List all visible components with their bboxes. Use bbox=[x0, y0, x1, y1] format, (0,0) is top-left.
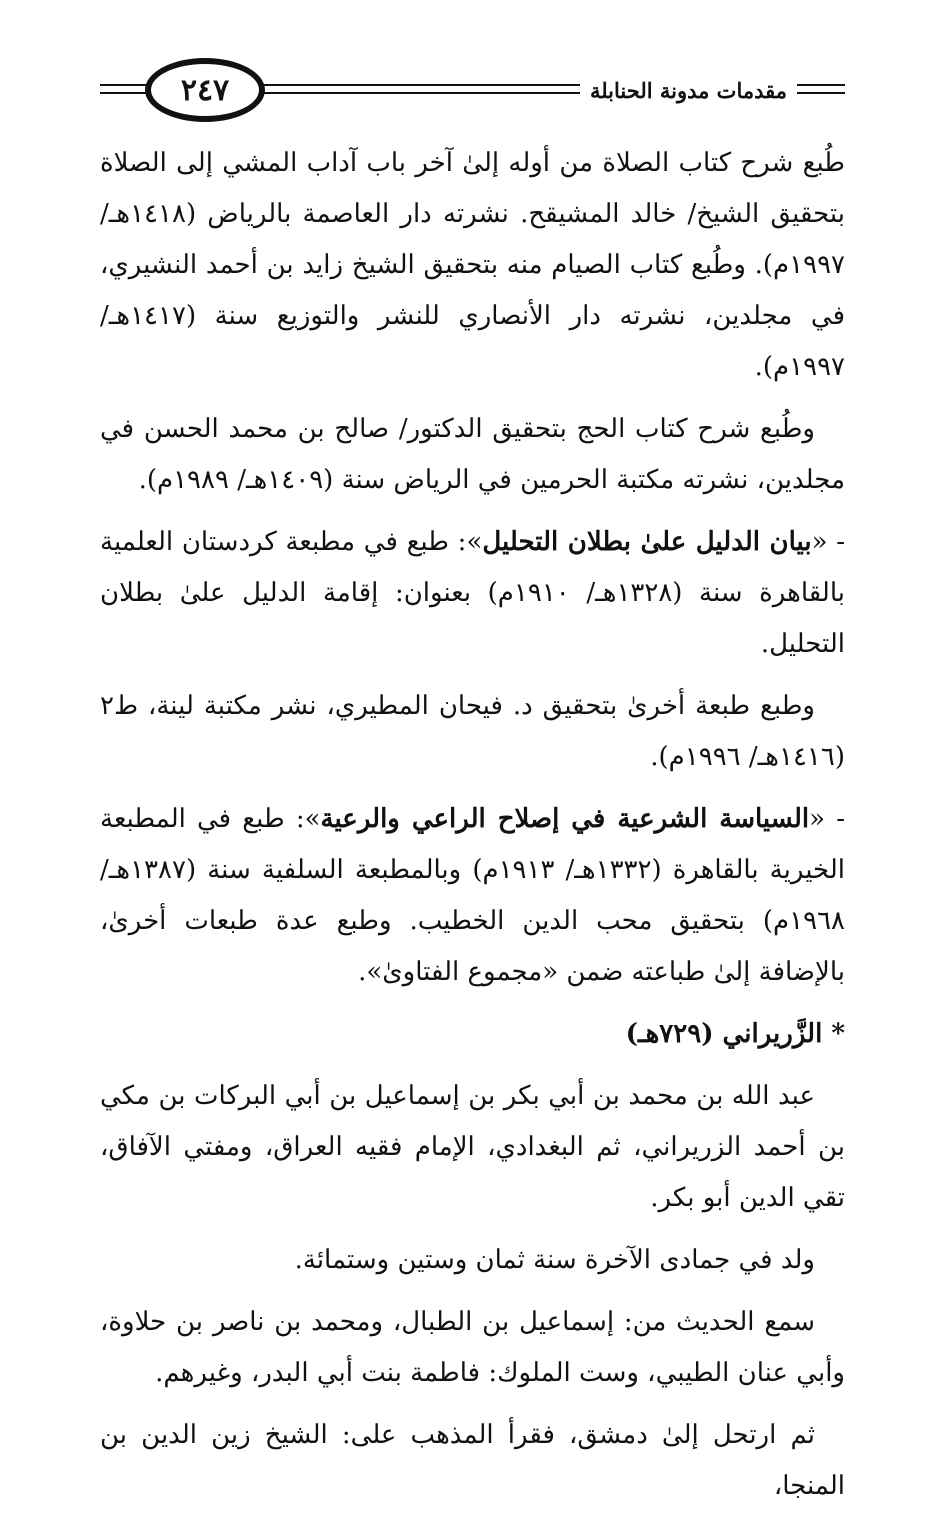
running-title: مقدمات مدونة الحنابلة bbox=[580, 78, 797, 103]
paragraph: عبد الله بن محمد بن أبي بكر بن إسماعيل بن أبي البركات بن مكي بن أحمد الزريراني، ثم البغدادي، الإمام فقيه العراق، ومفتي الآفاق، تقي الدين أبو بكر. bbox=[100, 1081, 845, 1213]
paragraph: ثم ارتحل إلىٰ دمشق، فقرأ المذهب على: الشيخ زين الدين بن المنجا، bbox=[100, 1420, 845, 1501]
page-number: ٢٤٧ bbox=[180, 72, 230, 108]
heading-text: الزَّريراني (٧٢٩هـ) bbox=[625, 1019, 823, 1049]
book-entry bbox=[100, 517, 845, 670]
book-entry bbox=[100, 794, 845, 998]
paragraph: سمع الحديث من: إسماعيل بن الطبال، ومحمد بن ناصر بن حلاوة، وأبي عنان الطيبي، وست الملوك: فاطمة بنت أبي البدر، وغيرهم. bbox=[100, 1307, 845, 1388]
entry-text: »: طبع في المطبعة الخيرية بالقاهرة (١٣٣٢هـ/ ١٩١٣م) وبالمطبعة السلفية سنة (١٣٨٧هـ/ ١٩٦٨م) بتحقيق محب الدين الخطيب. وطبع عدة طبعات أخرىٰ، بالإضافة إلىٰ طباعته ضمن «مجموع الفتاوىٰ». bbox=[100, 804, 845, 987]
section-heading bbox=[100, 1009, 845, 1060]
book-title: السياسة الشرعية في إصلاح الراعي والرعية bbox=[320, 804, 810, 834]
page-header bbox=[100, 58, 845, 128]
entry-prefix: - « bbox=[809, 804, 845, 834]
page-number-badge bbox=[145, 58, 265, 122]
paragraph: ولد في جمادى الآخرة سنة ثمان وستين وستمائة. bbox=[294, 1245, 815, 1275]
entry-prefix: - « bbox=[811, 527, 845, 557]
paragraph: وطُبع شرح كتاب الحج بتحقيق الدكتور/ صالح بن محمد الحسن في مجلدين، نشرته مكتبة الحرمين في الرياض سنة (١٤٠٩هـ/ ١٩٨٩م). bbox=[100, 414, 845, 495]
page-body bbox=[100, 138, 845, 1523]
star-bullet: * bbox=[831, 1019, 845, 1049]
paragraph: طُبع شرح كتاب الصلاة من أوله إلىٰ آخر باب آداب المشي إلى الصلاة بتحقيق الشيخ/ خالد المشيقح. نشرته دار العاصمة بالرياض (١٤١٨هـ/ ١٩٩٧م). وطُبع كتاب الصيام منه بتحقيق الشيخ زايد بن أحمد النشيري، في مجلدين، نشرته دار الأنصاري للنشر والتوزيع سنة (١٤١٧هـ/ ١٩٩٧م). bbox=[100, 148, 845, 382]
book-title: بيان الدليل علىٰ بطلان التحليل bbox=[482, 527, 812, 557]
paragraph: وطبع طبعة أخرىٰ بتحقيق د. فيحان المطيري، نشر مكتبة لينة، ط٢ (١٤١٦هـ/ ١٩٩٦م). bbox=[100, 691, 845, 772]
entry-text: »: طبع في مطبعة كردستان العلمية بالقاهرة سنة (١٣٢٨هـ/ ١٩١٠م) بعنوان: إقامة الدليل علىٰ بطلان التحليل. bbox=[100, 527, 845, 659]
